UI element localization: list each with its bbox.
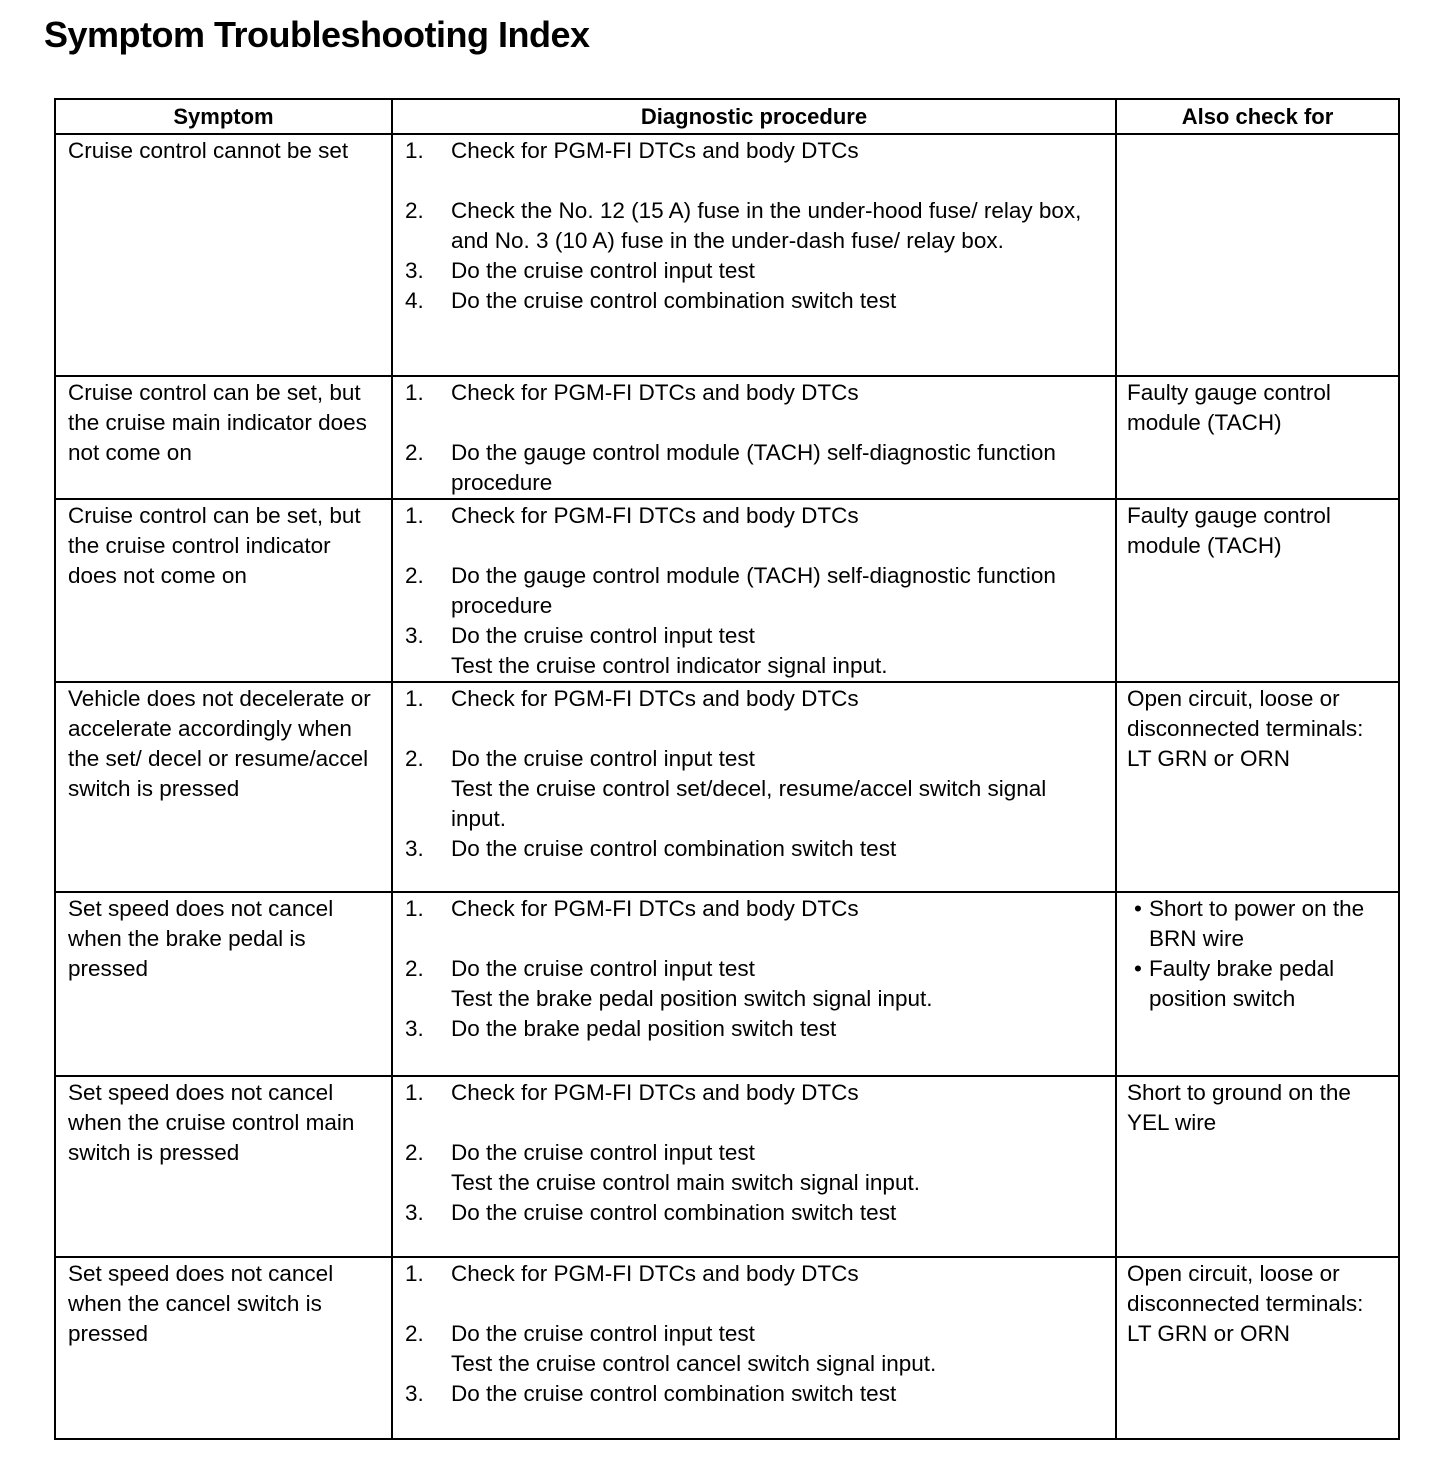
step-body (451, 1138, 920, 1198)
procedure-step (405, 1198, 1105, 1228)
step-text: Check for PGM-FI DTCs and body DTCs (451, 1080, 859, 1105)
step-number: 2. (405, 440, 424, 465)
step-number: 3. (405, 836, 424, 861)
procedure-cell (392, 682, 1116, 892)
step-body (451, 684, 859, 714)
also-check-cell (1116, 1257, 1399, 1439)
also-check-text: Short to ground on the YEL wire (1127, 1080, 1351, 1135)
step-text: Do the cruise control input test (451, 746, 755, 771)
step-text: Do the cruise control input test (451, 1140, 755, 1165)
also-check-bullet (1127, 954, 1390, 1014)
step-body (451, 501, 859, 531)
procedure-cell (392, 499, 1116, 682)
step-body (451, 561, 1105, 621)
step-text: Check for PGM-FI DTCs and body DTCs (451, 138, 859, 163)
step-subtext: Test the cruise control cancel switch signal input. (451, 1351, 937, 1376)
step-body (451, 834, 896, 864)
procedure-step (405, 684, 1105, 714)
table-row (55, 499, 1399, 682)
bullet-text: Faulty brake pedal position switch (1149, 956, 1335, 1011)
also-check-cell (1116, 682, 1399, 892)
table-row (55, 682, 1399, 892)
procedure-cell (392, 1076, 1116, 1257)
procedure-step (405, 894, 1105, 924)
procedure-step (405, 256, 1105, 286)
step-number: 1. (405, 138, 424, 163)
step-body (451, 378, 859, 408)
step-number: 2. (405, 746, 424, 771)
step-body (451, 286, 896, 316)
symptom-cell: Set speed does not cancel when the cruise control main switch is pressed (55, 1076, 392, 1257)
step-text: Do the cruise control input test (451, 258, 755, 283)
step-body (451, 438, 1105, 498)
procedure-step (405, 136, 1105, 166)
step-text: Check for PGM-FI DTCs and body DTCs (451, 686, 859, 711)
table-row (55, 134, 1399, 376)
also-check-text: Faulty gauge control module (TACH) (1127, 503, 1331, 558)
step-number: 3. (405, 1200, 424, 1225)
step-subtext: Test the cruise control set/decel, resume/accel switch signal input. (451, 776, 1047, 831)
table-row (55, 376, 1399, 499)
step-subtext: Test the cruise control indicator signal input. (451, 653, 888, 678)
table-row (55, 1257, 1399, 1439)
procedure-step (405, 954, 1105, 1014)
step-number: 1. (405, 503, 424, 528)
step-number: 3. (405, 258, 424, 283)
procedure-step (405, 621, 1105, 681)
step-body (451, 1319, 936, 1379)
also-check-cell (1116, 134, 1399, 376)
also-check-text: Open circuit, loose or disconnected terminals: LT GRN or ORN (1127, 1261, 1364, 1346)
step-number: 2. (405, 1140, 424, 1165)
header-symptom: Symptom (55, 99, 392, 134)
step-number: 3. (405, 623, 424, 648)
step-body (451, 1259, 859, 1289)
step-number: 1. (405, 686, 424, 711)
step-text: Do the cruise control input test (451, 623, 755, 648)
step-subtext: Test the cruise control main switch signal input. (451, 1170, 920, 1195)
procedure-cell (392, 1257, 1116, 1439)
step-number: 1. (405, 1261, 424, 1286)
step-number: 2. (405, 198, 424, 223)
table-row (55, 1076, 1399, 1257)
step-number: 4. (405, 288, 424, 313)
step-body (451, 894, 859, 924)
procedure-cell (392, 134, 1116, 376)
step-text: Check for PGM-FI DTCs and body DTCs (451, 896, 859, 921)
also-check-cell (1116, 892, 1399, 1076)
step-body (451, 621, 887, 681)
step-text: Do the gauge control module (TACH) self-diagnostic function procedure (451, 440, 1056, 495)
table-header-row (55, 99, 1399, 134)
procedure-step (405, 1014, 1105, 1044)
step-number: 3. (405, 1016, 424, 1041)
procedure-step (405, 1259, 1105, 1289)
step-body (451, 1379, 896, 1409)
procedure-step (405, 286, 1105, 316)
procedure-step (405, 196, 1105, 256)
bullet-text: Short to power on the BRN wire (1149, 896, 1365, 951)
header-also-check-for: Also check for (1116, 99, 1399, 134)
procedure-step (405, 561, 1105, 621)
also-check-bullet (1127, 894, 1390, 954)
symptom-cell: Vehicle does not decelerate or accelerate accordingly when the set/ decel or resume/accel switch is pressed (55, 682, 392, 892)
step-number: 1. (405, 896, 424, 921)
symptom-cell: Set speed does not cancel when the brake pedal is pressed (55, 892, 392, 1076)
step-body (451, 954, 933, 1014)
also-check-cell (1116, 1076, 1399, 1257)
step-number: 3. (405, 1381, 424, 1406)
also-check-cell (1116, 499, 1399, 682)
step-number: 1. (405, 380, 424, 405)
step-body (451, 1014, 836, 1044)
step-subtext: Test the brake pedal position switch signal input. (451, 986, 933, 1011)
symptom-cell: Cruise control can be set, but the cruise control indicator does not come on (55, 499, 392, 682)
step-text: Do the gauge control module (TACH) self-diagnostic function procedure (451, 563, 1056, 618)
procedure-step (405, 378, 1105, 408)
step-number: 2. (405, 956, 424, 981)
step-text: Do the cruise control combination switch test (451, 1381, 897, 1406)
procedure-cell (392, 376, 1116, 499)
step-number: 2. (405, 1321, 424, 1346)
also-check-text: Faulty gauge control module (TACH) (1127, 380, 1331, 435)
step-body (451, 1198, 896, 1228)
procedure-step (405, 834, 1105, 864)
step-body (451, 256, 755, 286)
bullet-icon: • (1134, 956, 1142, 981)
procedure-step (405, 1138, 1105, 1198)
step-number: 2. (405, 563, 424, 588)
step-body (451, 136, 859, 166)
also-check-text: Open circuit, loose or disconnected terminals: LT GRN or ORN (1127, 686, 1364, 771)
step-body (451, 744, 1105, 834)
symptom-cell: Set speed does not cancel when the cancel switch is pressed (55, 1257, 392, 1439)
step-text: Do the cruise control combination switch test (451, 288, 897, 313)
symptom-cell: Cruise control cannot be set (55, 134, 392, 376)
step-text: Check for PGM-FI DTCs and body DTCs (451, 380, 859, 405)
step-text: Do the cruise control combination switch test (451, 1200, 897, 1225)
step-text: Do the cruise control input test (451, 956, 755, 981)
procedure-step (405, 438, 1105, 498)
symptom-cell: Cruise control can be set, but the cruise main indicator does not come on (55, 376, 392, 499)
procedure-step (405, 1319, 1105, 1379)
procedure-step (405, 1379, 1105, 1409)
table-row (55, 892, 1399, 1076)
step-text: Do the brake pedal position switch test (451, 1016, 837, 1041)
also-check-cell (1116, 376, 1399, 499)
procedure-cell (392, 892, 1116, 1076)
step-number: 1. (405, 1080, 424, 1105)
step-text: Check the No. 12 (15 A) fuse in the under-hood fuse/ relay box, and No. 3 (10 A) fuse in the under-dash fuse/ relay box. (451, 198, 1082, 253)
procedure-step (405, 501, 1105, 531)
step-text: Do the cruise control input test (451, 1321, 755, 1346)
step-text: Do the cruise control combination switch test (451, 836, 897, 861)
procedure-step (405, 744, 1105, 834)
symptom-table (54, 98, 1400, 1440)
step-text: Check for PGM-FI DTCs and body DTCs (451, 503, 859, 528)
procedure-step (405, 1078, 1105, 1108)
step-body (451, 1078, 859, 1108)
header-diagnostic-procedure: Diagnostic procedure (392, 99, 1116, 134)
step-text: Check for PGM-FI DTCs and body DTCs (451, 1261, 859, 1286)
page-title: Symptom Troubleshooting Index (44, 14, 590, 55)
bullet-icon: • (1134, 896, 1142, 921)
step-body (451, 196, 1105, 256)
